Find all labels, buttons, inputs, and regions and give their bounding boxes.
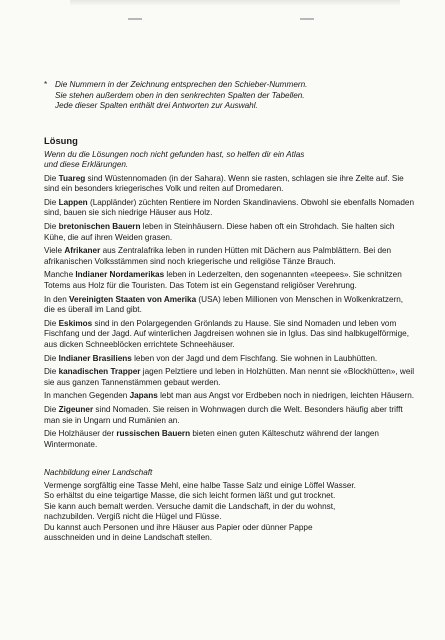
paragraph-lead: In manchen Gegenden xyxy=(44,391,130,401)
paragraph-body: sind Wüstennomaden (in der Sahara). Wenn sie rasten, schlagen sie ihre Zelte auf. Sie sind ein besonders kriegerisches Volk und reiten auf Dromedaren. xyxy=(44,173,404,194)
people-name: bretonischen Bauern xyxy=(58,222,141,232)
paragraph-body: bieten einen guten Kälteschutz während der langen Wintermonate. xyxy=(44,429,379,449)
paragraph-lead: Manche xyxy=(44,270,76,280)
paragraph-body: sind Nomaden. Sie reisen in Wohnwagen durch die Welt. Besonders häufig aber trifft man sie in Ungarn und Rumänien an. xyxy=(44,405,403,425)
landscape-line: Sie kann auch bemalt werden. Versuche damit die Landschaft, in der du wohnst, xyxy=(44,501,336,511)
solution-paragraph xyxy=(44,319,416,351)
paragraph-body: (Lappländer) züchten Rentiere im Norden Skandinaviens. Obwohl sie ebenfalls Nomaden sind, bauen sie sich niedrige Häuser aus Holz. xyxy=(44,197,415,218)
people-name: Eskimos xyxy=(58,318,93,328)
people-name: Japans xyxy=(129,391,158,401)
paragraph-lead: Die xyxy=(44,222,59,232)
people-name: Indianer Brasiliens xyxy=(58,353,132,363)
paragraph-body: (USA) leben Millionen von Menschen in Wolkenkratzern, die es überall im Land gibt. xyxy=(44,294,404,315)
paragraph-lead: Die xyxy=(44,197,59,207)
footnote-marker: * xyxy=(44,80,48,89)
paragraph-body: leben von der Jagd und dem Fischfang. Sie wohnen in Laubhütten. xyxy=(131,353,378,363)
paragraph-body: leben in Steinhäusern. Diese haben oft ein Strohdach. Sie halten sich Kühe, die auf ihren Weiden grasen. xyxy=(44,222,395,242)
solution-paragraph xyxy=(44,198,416,219)
paragraph-lead: Die xyxy=(44,367,59,377)
footnote-line: Die Nummern in der Zeichnung entsprechen den Schieber-Nummern. xyxy=(55,80,308,89)
landscape-line: nachzubilden. Vergiß nicht die Hügel und Flüsse. xyxy=(44,512,222,522)
paragraph-lead: Die xyxy=(44,318,59,328)
landscape-line: So erhältst du eine teigartige Masse, die sich leicht formen läßt und gut trocknet. xyxy=(44,491,336,501)
footnote xyxy=(44,80,416,112)
solution-paragraph xyxy=(44,391,416,402)
paragraph-body: jagen Pelztiere und leben in Holzhütten. Man nennt sie «Blockhütten», weil sie aus ganzen Tannenstämmen gebaut werden. xyxy=(44,367,415,387)
scan-mark xyxy=(128,18,142,20)
people-name: Afrikaner xyxy=(64,246,101,256)
solution-paragraph xyxy=(44,429,416,450)
people-name: Lappen xyxy=(58,197,88,207)
page-content xyxy=(44,80,416,544)
solution-paragraph xyxy=(44,354,416,365)
paragraph-lead: Die xyxy=(44,173,59,183)
landscape-line: ausschneiden und in deine Landschaft stellen. xyxy=(44,533,212,543)
paragraph-lead: Die Holzhäuser der xyxy=(44,429,117,439)
solution-paragraph xyxy=(44,246,416,267)
footnote-line: Sie stehen außerdem oben in den senkrechten Spalten der Tabellen. xyxy=(55,90,305,100)
solution-paragraph xyxy=(44,295,416,316)
paragraph-lead: In den xyxy=(44,294,70,304)
people-name: Zigeuner xyxy=(58,405,94,415)
landscape-line: Du kannst auch Personen und ihre Häuser aus Papier oder dünner Pappe xyxy=(44,522,313,532)
solution-paragraphs xyxy=(44,174,416,451)
solution-intro xyxy=(44,150,416,171)
paragraph-lead: Die xyxy=(44,353,59,363)
solution-paragraph xyxy=(44,222,416,243)
scan-edge-shadow xyxy=(70,0,400,6)
solution-paragraph xyxy=(44,405,416,426)
paragraph-body: leben in Lederzelten, den sogenannten «teepees». Sie schnitzen Totems aus Holz für die Touristen. Das Totem ist ein Gegenstand religiöser Verehrung. xyxy=(44,270,402,290)
paragraph-body: aus Zentralafrika leben in runden Hütten mit Dächern aus Palmblättern. Bei den afrikanischen Volksstämmen sind noch kriegerische und religiöse Tänze Brauch. xyxy=(44,246,392,266)
intro-line: und diese Erklärungen. xyxy=(44,160,129,169)
landscape-heading: Nachbildung einer Landschaft xyxy=(44,468,153,478)
footnote-text xyxy=(55,80,307,112)
footnote-line: Jede dieser Spalten enthält drei Antworten zur Auswahl. xyxy=(55,101,258,110)
people-name: Vereinigten Staaten von Amerika xyxy=(69,294,197,304)
intro-line: Wenn du die Lösungen noch nicht gefunden hast, so helfen dir ein Atlas xyxy=(44,149,305,159)
solution-paragraph xyxy=(44,367,416,388)
scan-mark xyxy=(300,18,314,20)
landscape-text xyxy=(44,481,416,544)
paragraph-lead: Die xyxy=(44,405,59,415)
paragraph-body: sind in den Polargegenden Grönlands zu Hause. Sie sind Nomaden und leben vom Fischfang und der Jagd. Auf winterlichen Jagdreisen wohnen sie in Iglus. Das sind halbkugelförmige, aus dicken Schneeblöcken errichtete Schneehäuser. xyxy=(44,318,410,349)
landscape-line: Vermenge sorgfältig eine Tasse Mehl, eine halbe Tasse Salz und einige Löffel Wasser. xyxy=(44,480,356,490)
solution-heading: Lösung xyxy=(44,134,78,146)
people-name: Tuareg xyxy=(58,173,86,183)
paragraph-lead: Viele xyxy=(44,246,65,256)
people-name: russischen Bauern xyxy=(116,429,191,439)
paragraph-body: lebt man aus Angst vor Erdbeben noch in niedrigen, leichten Häusern. xyxy=(157,391,415,401)
solution-paragraph xyxy=(44,174,416,195)
people-name: kanadischen Trapper xyxy=(58,367,141,377)
people-name: Indianer Nordamerikas xyxy=(75,270,165,280)
solution-paragraph xyxy=(44,270,416,291)
